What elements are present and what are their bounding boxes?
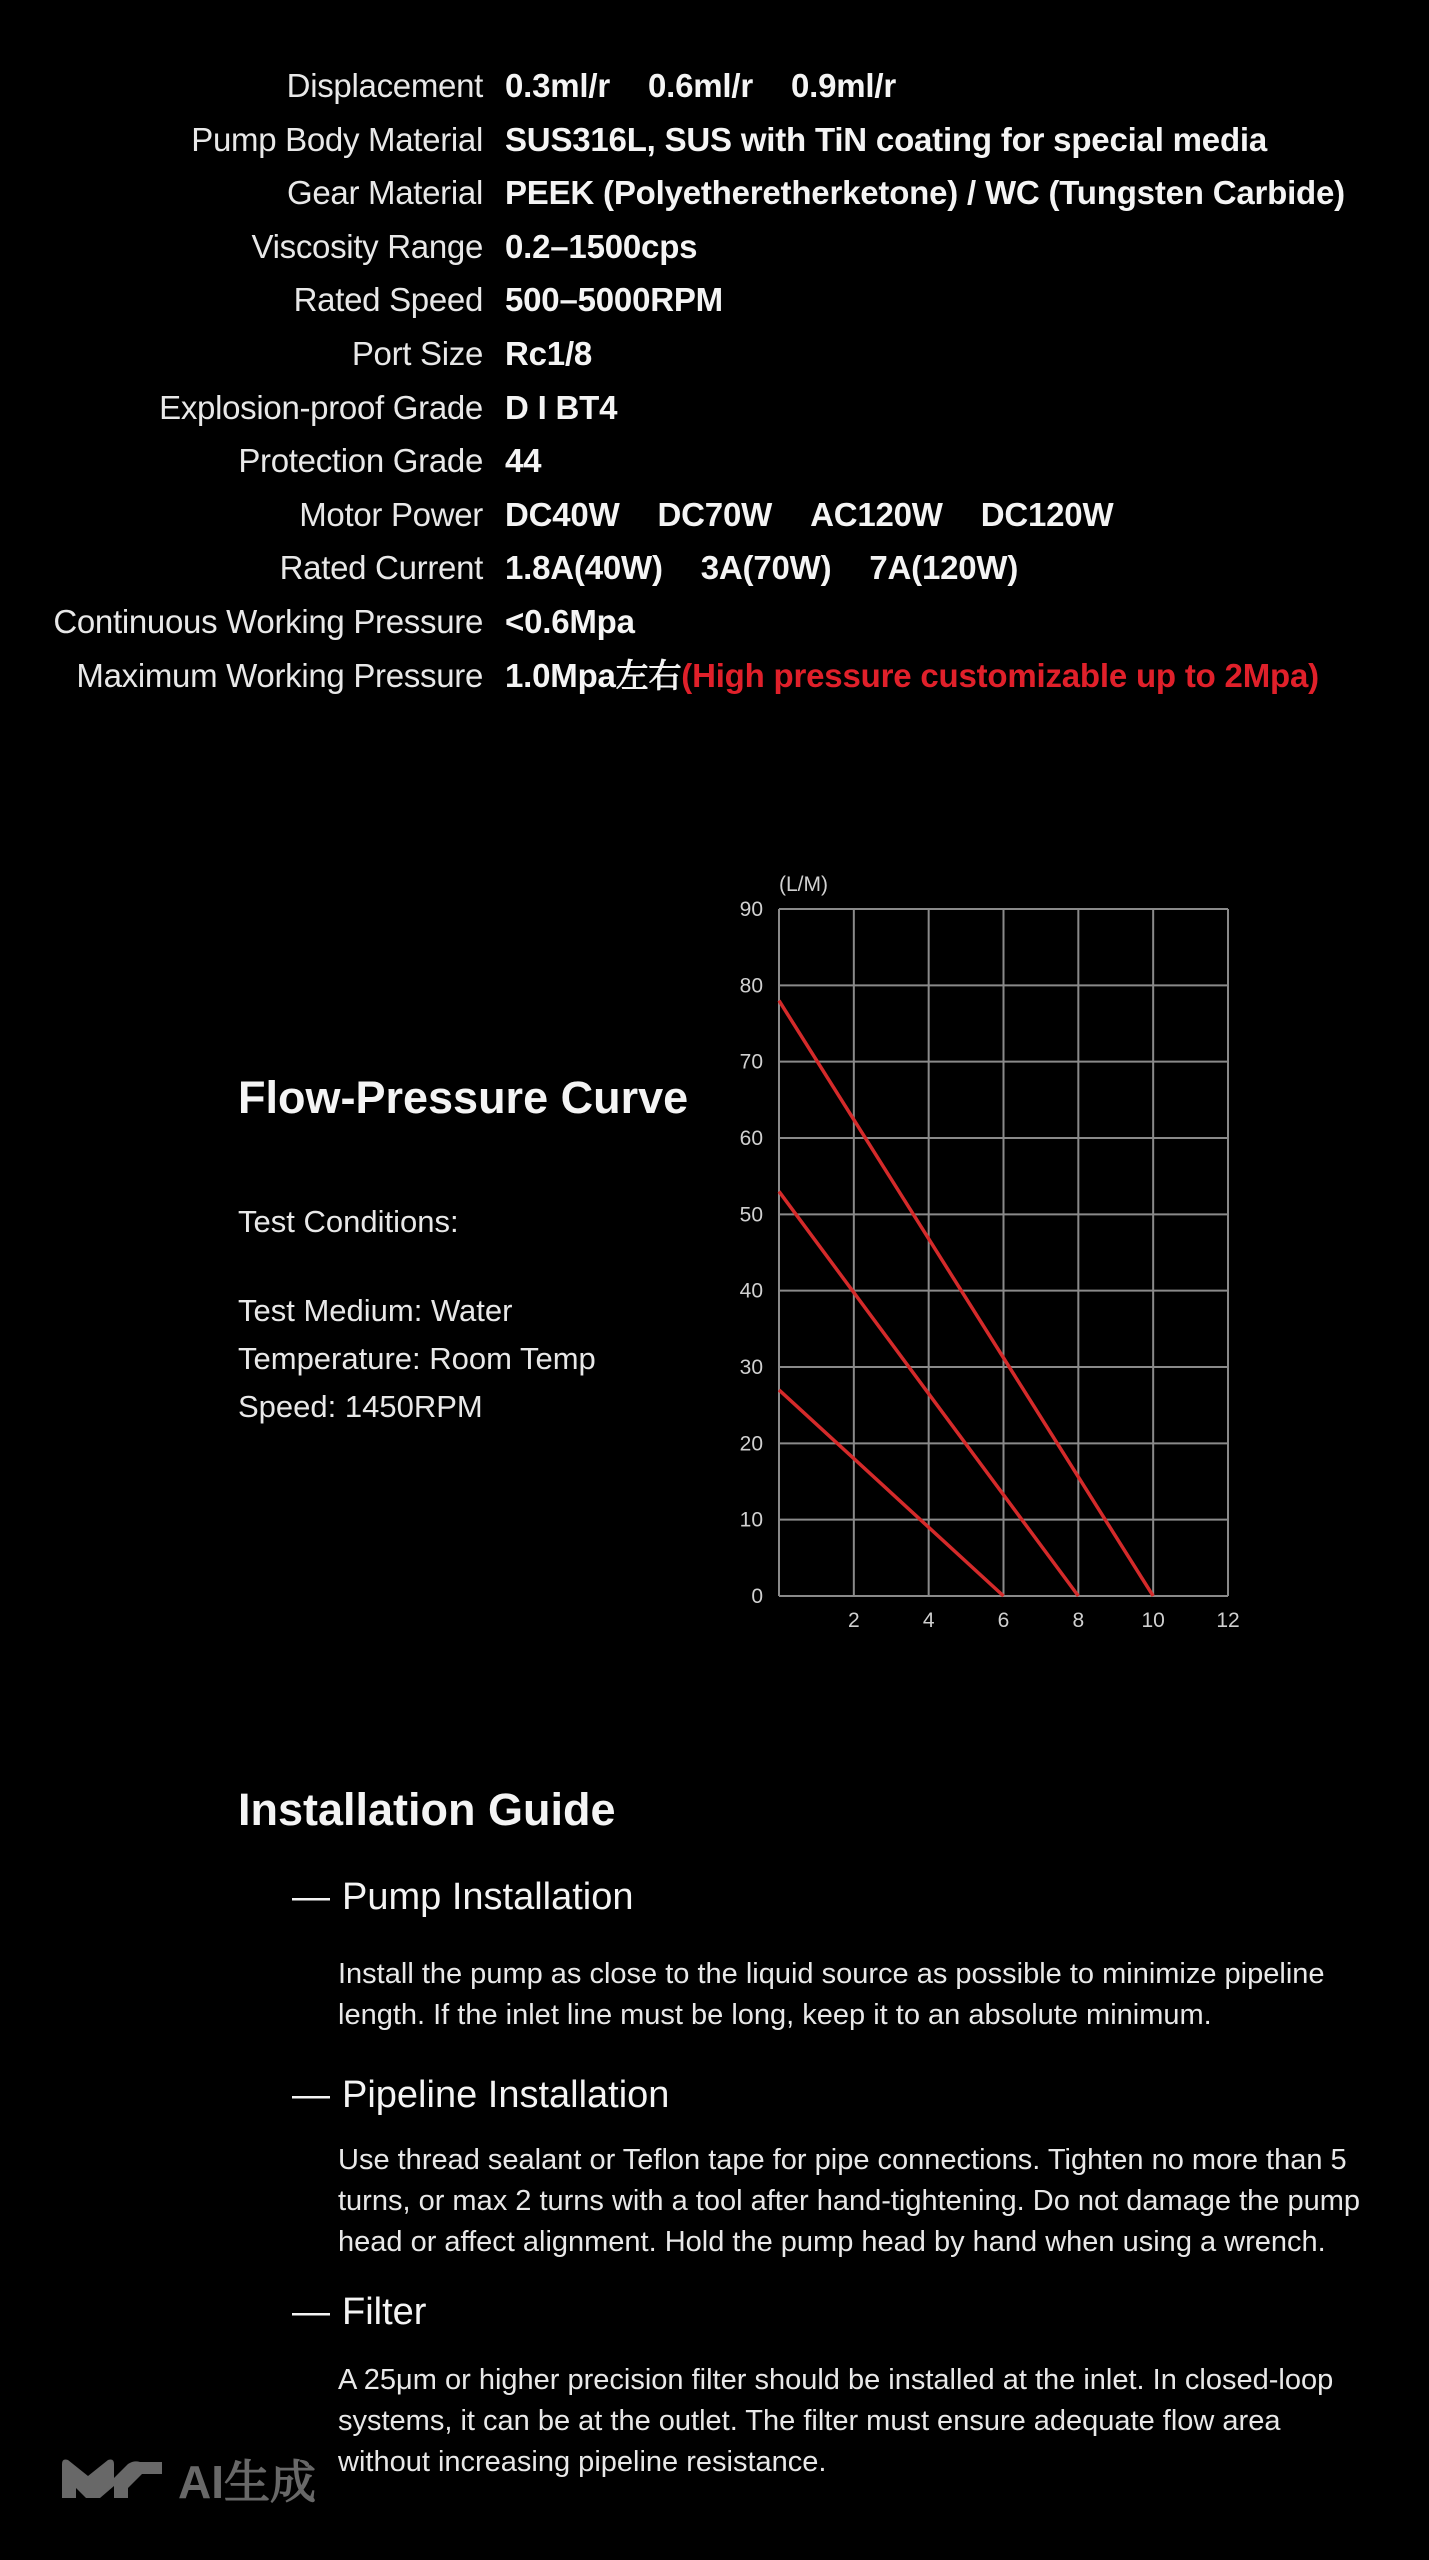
brand-logo-icon (58, 2454, 166, 2504)
x-tick-label: 10 (1141, 1609, 1165, 1632)
spec-value-item: DC70W (657, 495, 773, 533)
section-heading-label: Filter (342, 2291, 427, 2333)
x-tick-label: 2 (847, 1609, 860, 1632)
spec-label: Protection Grade (238, 442, 483, 480)
spec-value (505, 169, 1345, 217)
spec-label: Continuous Working Pressure (53, 602, 483, 640)
spec-value-item: 1.0Mpa左右 (505, 656, 682, 694)
spec-label: Explosion-proof Grade (159, 388, 483, 426)
spec-label: Port Size (351, 334, 483, 372)
spec-value-item: D I BT4 (505, 388, 618, 426)
spec-value-item: 0.6ml/r (648, 67, 753, 104)
test-medium: Test Medium: Water (238, 1293, 513, 1328)
section-body-pipeline-installation (338, 2140, 1378, 2263)
section-body-filter (338, 2360, 1378, 2483)
spec-row (0, 116, 1429, 170)
y-tick-label: 90 (739, 898, 763, 921)
section-heading-label: Pump Installation (342, 1876, 634, 1918)
y-tick-label: 40 (739, 1279, 763, 1303)
spec-value-item: 0.2–1500cps (505, 227, 698, 265)
body-line: length. If the inlet line must be long, keep it to an absolute minimum. (338, 1999, 1212, 2031)
spec-value-item: 0.3ml/r (505, 67, 610, 104)
spec-row (0, 491, 1429, 545)
spec-row (0, 276, 1429, 330)
spec-row (0, 223, 1429, 277)
spec-label: Viscosity Range (251, 227, 483, 265)
spec-label: Displacement (286, 67, 483, 104)
installation-guide-title: Installation Guide (238, 1784, 616, 1835)
section-heading-pipeline-installation (292, 2074, 669, 2117)
test-conditions-heading: Test Conditions: (238, 1204, 459, 1239)
spec-value-item: AC120W (810, 495, 943, 533)
section-heading-label: Pipeline Installation (342, 2074, 670, 2116)
spec-value (505, 62, 896, 110)
spec-value-item: <0.6Mpa (505, 602, 635, 640)
spec-value (505, 491, 1113, 539)
spec-value (505, 437, 541, 485)
series-line (779, 1001, 1153, 1596)
x-tick-label: 4 (922, 1609, 935, 1632)
spec-value-item: 3A(70W) (700, 549, 832, 587)
body-line: Install the pump as close to the liquid source as possible to minimize pipeline (338, 1958, 1325, 1990)
spec-value (505, 330, 592, 378)
y-tick-label: 30 (739, 1356, 763, 1379)
y-tick-label: 50 (739, 1203, 763, 1227)
spec-value (505, 598, 635, 646)
dash-mark: — (292, 1876, 330, 1918)
body-line: Use thread sealant or Teflon tape for pipe connections. Tighten no more than 5 (338, 2144, 1347, 2176)
spec-label: Maximum Working Pressure (76, 656, 483, 694)
spec-value (505, 652, 1319, 700)
spec-value-item: PEEK (Polyetheretherketone) / WC (Tungsten Carbide) (505, 174, 1345, 212)
spec-value-item: DC40W (505, 495, 620, 533)
spec-row (0, 169, 1429, 223)
body-line: head or affect alignment. Hold the pump head by hand when using a wrench. (338, 2226, 1326, 2258)
spec-row (0, 598, 1429, 652)
y-tick-label: 10 (739, 1508, 763, 1532)
spec-row (0, 544, 1429, 598)
x-tick-label: 8 (1072, 1609, 1085, 1632)
spec-value (505, 116, 1267, 164)
test-speed: Speed: 1450RPM (238, 1389, 483, 1424)
series-line (779, 1390, 1004, 1596)
y-tick-label: 20 (739, 1432, 763, 1456)
x-tick-label: 6 (997, 1609, 1010, 1632)
spec-label: Gear Material (286, 174, 483, 212)
spec-row (0, 652, 1429, 706)
spec-value (505, 223, 697, 271)
spec-value (505, 544, 1018, 592)
y-tick-label: 80 (739, 974, 763, 998)
spec-value-item: Rc1/8 (505, 334, 593, 372)
spec-row (0, 384, 1429, 438)
spec-value (505, 384, 617, 432)
spec-value-item: 1.8A(40W) (505, 549, 663, 587)
dash-mark: — (292, 2291, 330, 2333)
test-temperature: Temperature: Room Temp (238, 1341, 596, 1376)
body-line: A 25μm or higher precision filter should be installed at the inlet. In closed-loop (338, 2364, 1334, 2396)
section-body-pump-installation (338, 1954, 1378, 2036)
ai-generated-watermark (58, 2446, 316, 2512)
spec-label: Pump Body Material (191, 120, 483, 158)
spec-value-item: 44 (505, 442, 542, 480)
spec-row (0, 62, 1429, 116)
body-line: systems, it can be at the outlet. The filter must ensure adequate flow area (338, 2405, 1281, 2437)
x-tick-label: 12 (1216, 1609, 1240, 1632)
flow-pressure-chart (700, 860, 1260, 1640)
curve-title: Flow-Pressure Curve (238, 1072, 689, 1123)
y-tick-label: 70 (739, 1050, 763, 1074)
spec-label: Rated Current (279, 549, 483, 587)
body-line: turns, or max 2 turns with a tool after hand-tightening. Do not damage the pump (338, 2185, 1361, 2217)
section-heading-pump-installation (292, 1876, 634, 1919)
spec-value-item: SUS316L, SUS with TiN coating for special media (505, 120, 1268, 158)
body-line: without increasing pipeline resistance. (338, 2446, 827, 2478)
spec-value-item: 500–5000RPM (505, 281, 723, 319)
y-tick-label: 60 (739, 1127, 763, 1150)
y-tick-label: 0 (751, 1585, 763, 1608)
spec-value-item: DC120W (980, 495, 1114, 533)
section-heading-filter (292, 2291, 426, 2334)
spec-label: Rated Speed (293, 281, 483, 319)
spec-value-item: 7A(120W) (869, 549, 1019, 587)
dash-mark: — (292, 2074, 330, 2116)
y-axis-label: (L/M) (779, 873, 828, 896)
spec-value-item: 0.9ml/r (791, 67, 896, 104)
spec-value (505, 276, 723, 324)
watermark-text: AI生成 (178, 2456, 316, 2508)
spec-row (0, 330, 1429, 384)
spec-note: (High pressure customizable up to 2Mpa) (681, 656, 1319, 694)
spec-label: Motor Power (299, 495, 483, 533)
spec-row (0, 437, 1429, 491)
specs-table (0, 62, 1429, 705)
